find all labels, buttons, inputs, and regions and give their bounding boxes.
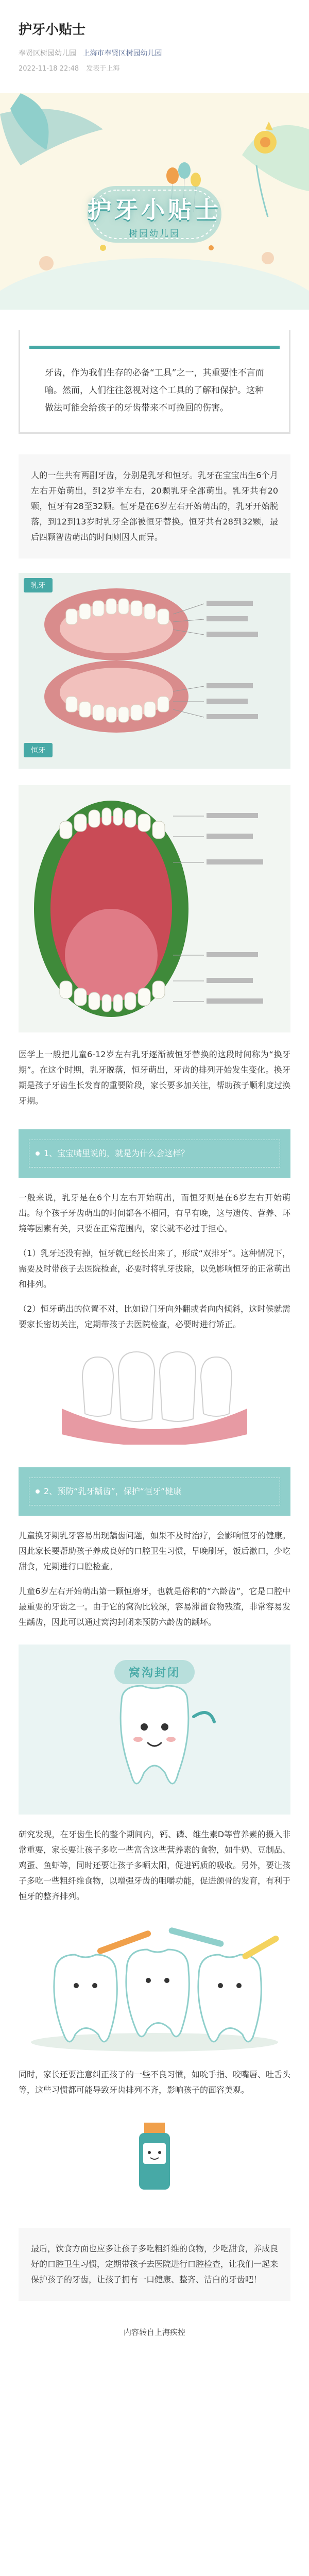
article-title: 护牙小贴士: [19, 22, 86, 38]
tip3-body-2: [19, 2067, 290, 2098]
sealant-illustration-box: [19, 1645, 290, 1815]
section2-text: [19, 1047, 290, 1109]
account-link[interactable]: 上海市奉贤区树园幼儿园: [82, 49, 162, 58]
tip1-heading: 1、宝宝嘴里说的，就是为什么会这样？: [44, 1148, 190, 1158]
tip2-heading-strip: [19, 1467, 290, 1516]
section2-paragraph: 医学上一般把儿童6-12岁左右乳牙逐渐被恒牙替换的这段时间称为“换牙期”。在这个时期，乳牙脱落，恒牙萌出，牙齿的排列开始发生变化。换牙期是孩子牙齿生长发育的重要阶段，家长要多加关注，帮助孩子顺利度过换牙期。: [19, 1049, 291, 1106]
permanent-teeth-diagram: [19, 785, 290, 1035]
tip3-paragraph-1: 研究发现，在牙齿生长的整个期间内，钙、磷、维生素D等营养素的摄入非常重要，家长要让孩子多吃一些富含这些营养素的食物，如牛奶、豆制品、鸡蛋、鱼虾等，同时还要让孩子多晒太阳，促进钙质的吸收。另外，要让孩子多吃一些粗纤维食物，以增强牙齿的咀嚼功能，促进颌骨的发育，有利于恒牙的整齐排列。: [19, 1829, 291, 1901]
intro-text: 牙齿，作为我们生存的必备“工具”之一，其重要性不言而喻。然而，人们往往忽视对这个工具的了解和保护。这种做法可能会给孩子的牙齿带来不可挽回的伤害。: [29, 346, 280, 432]
tip1-paragraph-1: 一般来说，乳牙是在6个月左右开始萌出，而恒牙则是在6岁左右开始萌出。每个孩子牙齿萌出的时间都各不相同，有早有晚，这与遗传、营养、环境等因素有关，只要在正常范围内，家长就不必过于担心。: [19, 1193, 291, 1233]
gum-teeth-illustration-box: [19, 1347, 290, 1447]
section1-card: [19, 454, 290, 558]
label-permanent-teeth: 恒牙: [24, 743, 53, 757]
sealant-badge: 窝沟封闭: [114, 1660, 195, 1684]
article-location: 发表于上海: [86, 65, 120, 73]
mascot-illustration-box: [19, 2112, 290, 2202]
article-author: 奉贤区树园幼儿园: [19, 49, 76, 58]
tip2-heading: 2、预防“乳牙龋齿”，保护“恒牙”健康: [44, 1486, 182, 1496]
label-milk-teeth: 乳牙: [24, 578, 53, 592]
banner-image: [0, 93, 309, 310]
closing-card: [19, 2228, 290, 2301]
banner-subtitle: 树园幼儿园: [129, 229, 180, 239]
tip1-body: [19, 1190, 290, 1332]
article-date: 2022-11-18 22:48: [19, 65, 79, 73]
dental-arch-illustration: [19, 573, 290, 769]
tip3-paragraph-2: 同时，家长还要注意纠正孩子的一些不良习惯，如吮手指、咬嘴唇、吐舌头等，这些习惯都可能导致牙齿排列不齐，影响孩子的面容美观。: [19, 2070, 291, 2095]
teeth-diagram: [19, 573, 290, 771]
mouth-open-illustration: [19, 785, 290, 1032]
tip2-body: [19, 1528, 290, 1630]
tip2-heading-inner: [29, 1478, 280, 1505]
tip1-paragraph-3: （2）恒牙萌出的位置不对，比如说门牙向外翻或者向内倾斜，这时候就需要家长密切关注，定期带孩子去医院检查，必要时进行矫正。: [19, 1304, 290, 1329]
tooth-mascot-illustration: [103, 2112, 206, 2200]
intro-frame-bottom: [19, 432, 290, 434]
source-note: 内容转自上海疾控: [123, 2328, 185, 2337]
banner-title: 护牙小贴士: [88, 196, 221, 224]
tip2-paragraph-2: 儿童6岁左右开始萌出第一颗恒磨牙，也就是俗称的“六龄齿”，它是口腔中最重要的牙齿之一。由于它的窝沟比较深，容易滞留食物残渣，非常容易发生龋齿，因此可以通过窝沟封闭来预防六龄齿的龋坏。: [19, 1586, 291, 1627]
tip2-paragraph-1: 儿童换牙期乳牙容易出现龋齿问题，如果不及时治疗，会影响恒牙的健康。因此家长要帮助孩子养成良好的口腔卫生习惯，早晚刷牙，饭后漱口，少吃甜食，定期进行口腔检查。: [19, 1531, 291, 1571]
intro-frame: [19, 330, 290, 432]
section1-text: 人的一生共有两副牙齿，分别是乳牙和恒牙。乳牙在宝宝出生6个月左右开始萌出，到2岁半左右，20颗乳牙全部萌出。乳牙共有20颗，恒牙有28至32颗。恒牙是在6岁左右开始萌出的，乳牙开始脱落，到12到13岁时乳牙全部被恒牙替换。恒牙共有28到32颗，最后四颗智齿萌出的时间则因人而异。: [31, 470, 278, 542]
article-date-row: [19, 63, 290, 73]
closing-text: 最后，饮食方面也应多让孩子多吃粗纤维的食物，少吃甜食，养成良好的口腔卫生习惯，定期带孩子去医院进行口腔检查，让我们一起来保护孩子的牙齿，让孩子拥有一口健康、整齐、洁白的牙齿吧！: [31, 2244, 279, 2284]
article-header: [0, 0, 309, 73]
bullet-dot-icon: [36, 1489, 40, 1494]
tip1-heading-inner: [29, 1140, 280, 1167]
tip1-paragraph-2: （1）乳牙还没有掉，恒牙就已经长出来了，形成“双排牙”。这种情况下，需要及时带孩子去医院检查，必要时将乳牙拔除，以免影响恒牙的正常萌出和排列。: [19, 1248, 291, 1289]
tip3-body: [19, 1827, 290, 1904]
brushing-teeth-illustration-box: [19, 1919, 290, 2055]
article-meta: [19, 47, 290, 60]
bullet-dot-icon: [36, 1151, 40, 1156]
gum-teeth-illustration: [52, 1347, 258, 1445]
tip1-heading-strip: [19, 1129, 290, 1178]
brushing-teeth-illustration: [19, 1919, 290, 2053]
